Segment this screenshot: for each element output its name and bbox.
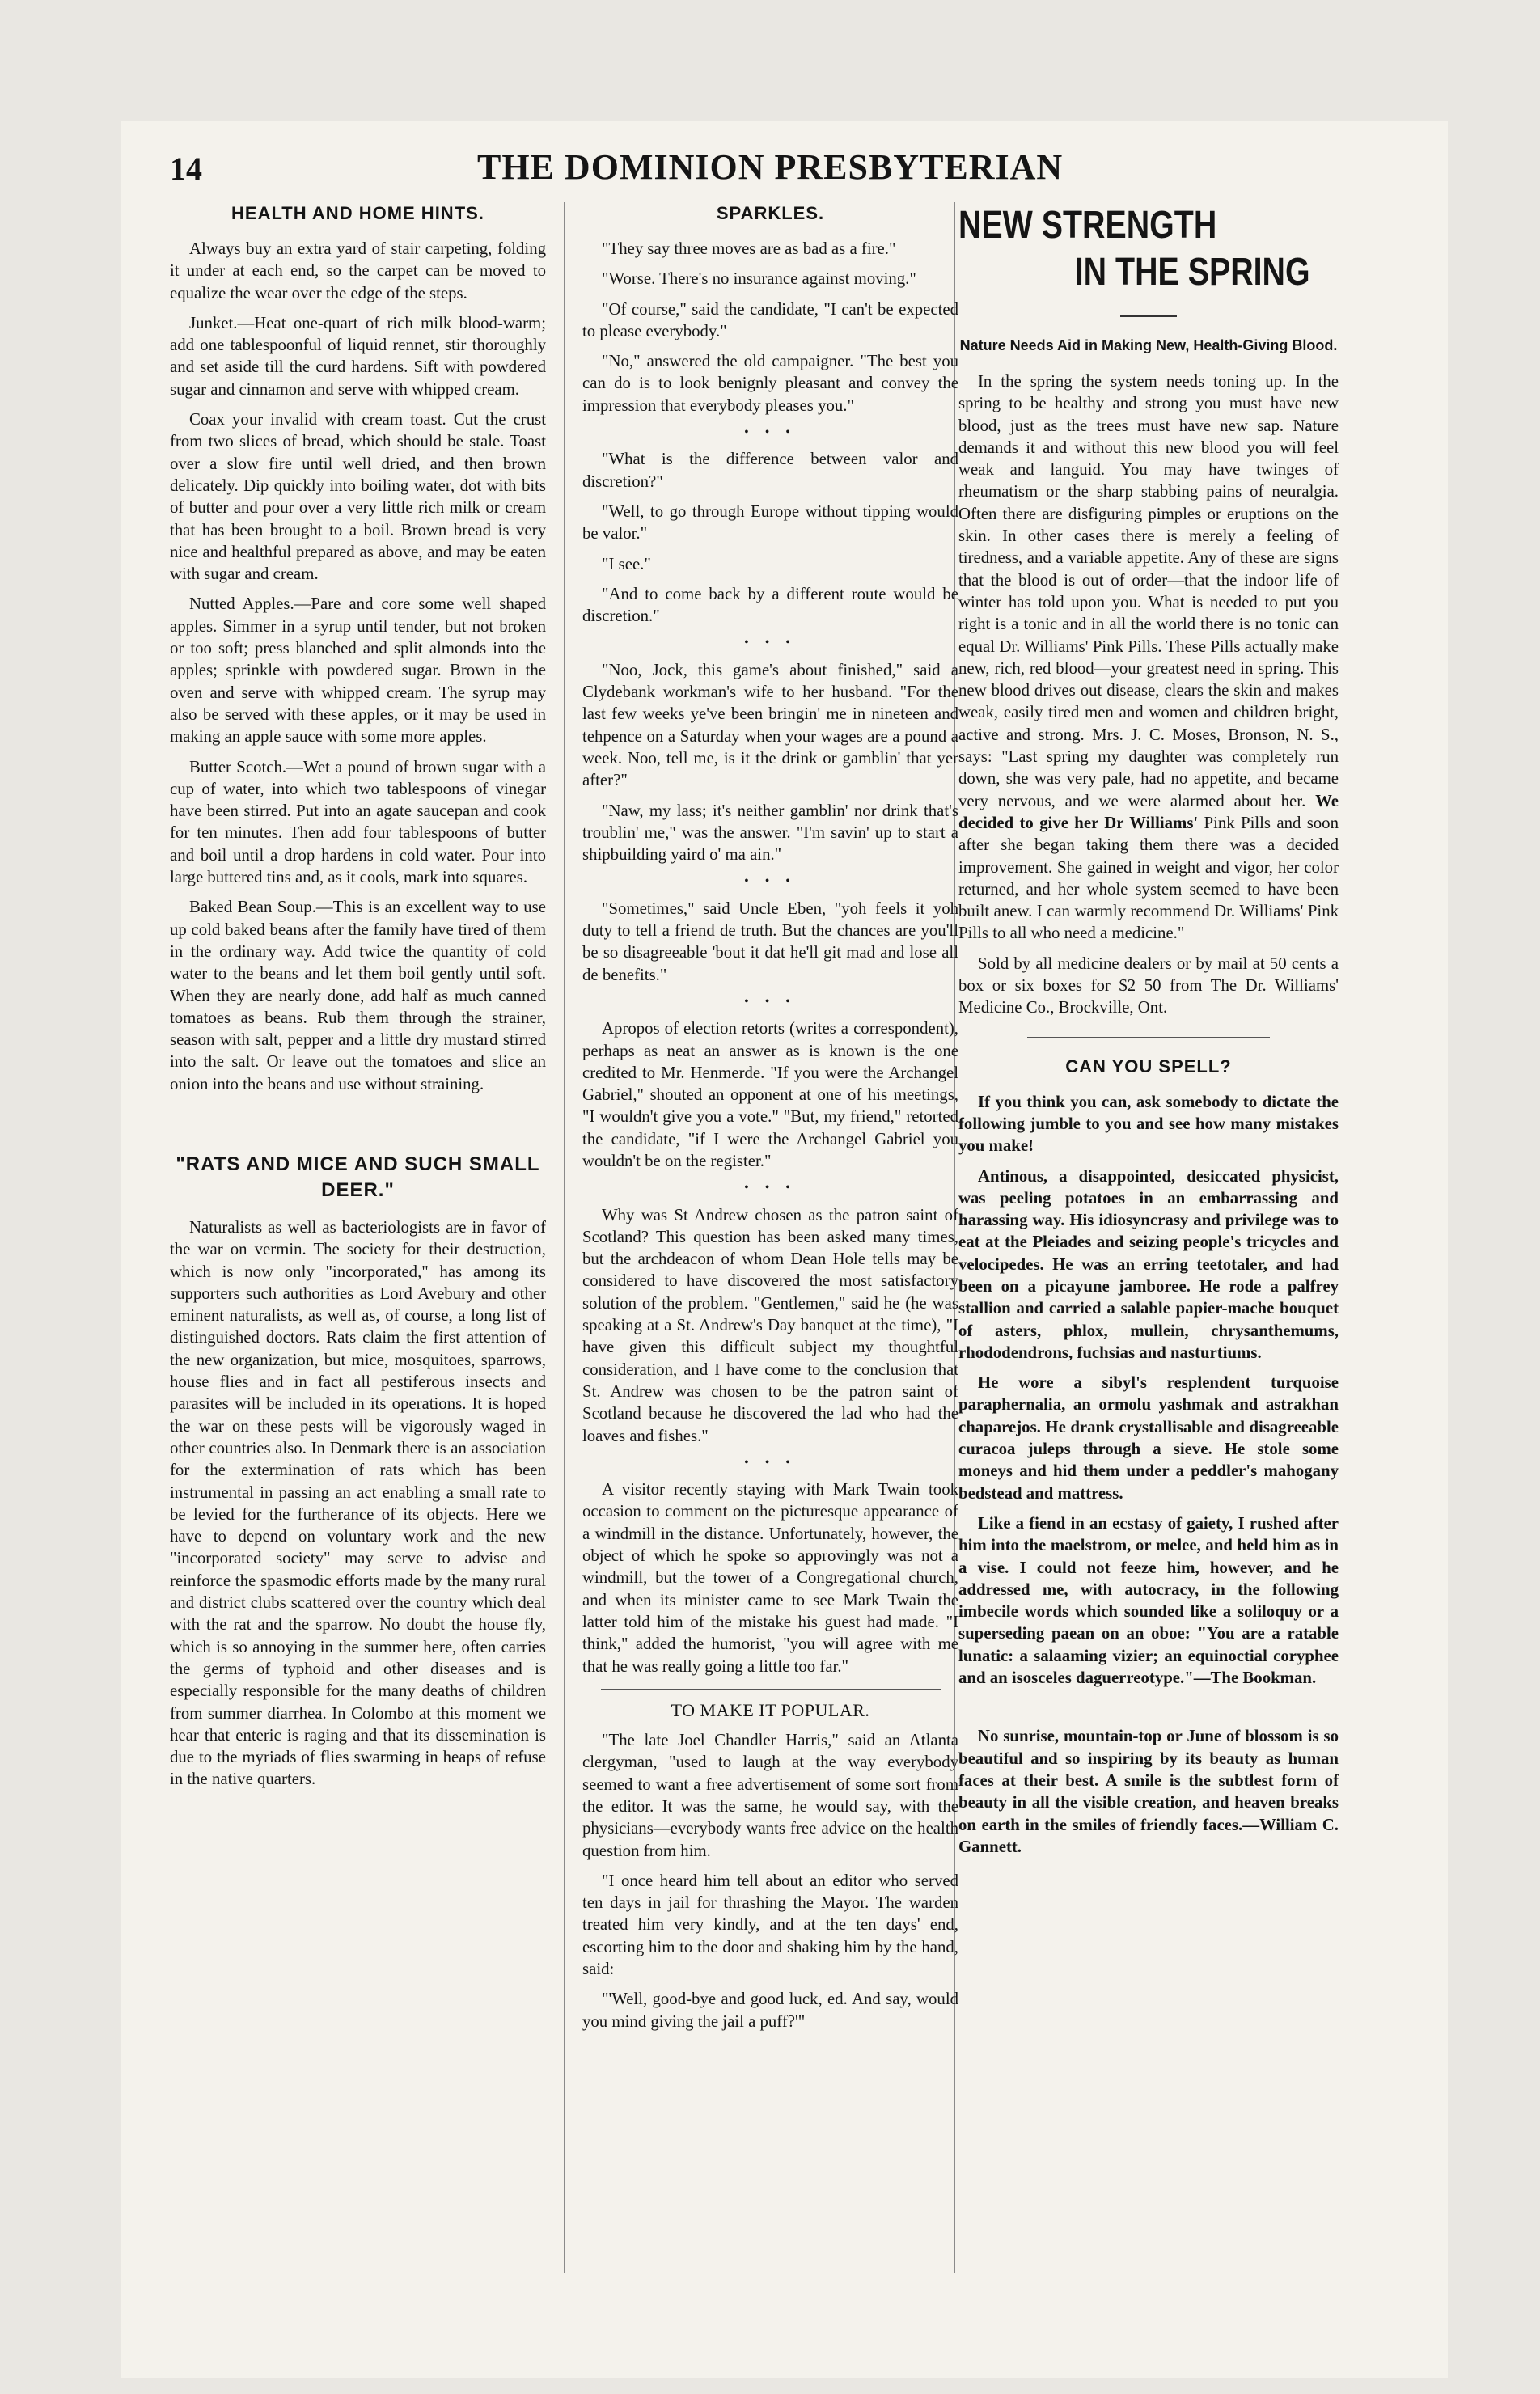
separator: • • • — [744, 1181, 797, 1195]
paragraph: "Sometimes," said Uncle Eben, "yoh feels it yoh duty to tell a friend de truth. But the chances are you'll be so disagreeable 'bout it dat he'll git mad and lose all de benefits." — [582, 899, 958, 984]
separator: • • • — [744, 636, 797, 650]
paragraph: Why was St Andrew chosen as the patron saint of Scotland? This question has been asked many times, but the archdeacon of whom Dean Hole tells may be considered to have discovered the most satisfactory solution of the problem. "Gentlemen," said he (he was speaking at a St. Andrew's Day banquet at the time), "I have given this difficult subject my thoughtful consideration, and I have come to the conclusion that St. Andrew was chosen to be the patron saint of Scotland because he discovered the lad who had the loaves and fishes." — [582, 1205, 958, 1445]
ad-body-text: In the spring the system needs toning up. In the spring to be healthy and strong you must have new blood, just as the trees must have new sap. Nature demands it and without this new blood you will feel weak and languid. You may have twinges of rheumatism or the sharp stabbing pains of neuralgia. Often there are disfiguring pimples or eruptions on the skin. In other cases there is merely a feeling of tiredness, and a variable appetite. Any of these are signs that the blood is out of order—that the indoor life of winter has told upon you. What is needed to put you right is a tonic and in all the world there is no tonic can equal Dr. Williams' Pink Pills. These Pills actually make new, rich, red blood—your greatest need in spring. This new blood drives out disease, clears the skin and makes weak, easily tired men and women and children bright, active and strong. Mrs. J. C. Moses, Bronson, N. S., says: "Last spring my daughter was completely run down, she was very pale, had no appetite, and became very nervous, and we were alarmed about her. — [958, 372, 1339, 810]
paragraph: "Noo, Jock, this game's about finished," said a Clydebank workman's wife to her husband. "For the last few weeks ye've been bringin' me in nineteen and tehpence on a Saturday when your wages are a pound a week. Noo, tell me, is it the drink or gamblin' that yer after?" — [582, 660, 958, 790]
headline-line-2: IN THE SPRING — [1074, 251, 1310, 294]
paragraph: "They say three moves are as bad as a fire." — [602, 239, 896, 258]
section-rule — [1027, 1037, 1270, 1038]
rats-article-title: "RATS AND MICE AND SUCH SMALL DEER." — [176, 1153, 540, 1201]
separator: • • • — [744, 994, 797, 1009]
paragraph: A visitor recently staying with Mark Twain took occasion to comment on the picturesque appearance of a windmill in the distance. Unfortunately, however, the object of which he spoke so approvingly was not a windmill, but the tower of a Congregational church, and when its minister came to see Mark Twain the latter told him of the mistake his guest had made. "I think," added the humorist, "you will agree with me that he was really going a little too far." — [582, 1480, 958, 1676]
paragraph: Always buy an extra yard of stair carpeting, folding it under at each end, so the carpet can be moved to equalize the wear over the edge of the steps. — [170, 239, 546, 302]
paragraph: "'Well, good-bye and good luck, ed. And say, would you mind giving the jail a puff?'" — [582, 1990, 958, 2031]
paragraph: "No," answered the old campaigner. "The best you can do is to look benignly pleasant and convey the impression that everybody pleases you." — [582, 352, 958, 415]
paragraph: If you think you can, ask somebody to dictate the following jumble to you and see how many mistakes you make! — [958, 1092, 1339, 1156]
separator: • • • — [744, 1455, 797, 1470]
health-hints-title: HEALTH AND HOME HINTS. — [231, 203, 484, 223]
paragraph: "I once heard him tell about an editor who served ten days in jail for thrashing the Mayor. The warden treated him very kindly, and at the ten days' end, escorting him to the door and shaking him by the hand, said: — [582, 1871, 958, 1979]
paragraph: "The late Joel Chandler Harris," said an Atlanta clergyman, "used to laugh at the way everybody seemed to want a free advertisement of some sort from the editor. It was the same, he would say, with the physicians—everybody wants free advice on the health question from him. — [582, 1731, 958, 1860]
paragraph: Apropos of election retorts (writes a correspondent), perhaps as neat an answer as is known is the one credited to Mr. Henmerde. "If you were the Archangel Gabriel," shouted an opponent at one of his meetings, "I wouldn't give you a vote." "But, my friend," retorted the candidate, "if I were the Archangel Gabriel you wouldn't be on the register." — [582, 1019, 958, 1170]
paragraph: "Well, to go through Europe without tipping would be valor." — [582, 501, 958, 544]
paragraph — [958, 370, 1339, 945]
quote-paragraph: No sunrise, mountain-top or June of blossom is so beautiful and so inspiring by its beauty as human faces at their best. A smile is the subtlest form of beauty in all the visible creation, and heaven breaks on earth in the smiles of friendly faces.—William C. Gannett. — [958, 1727, 1339, 1856]
page-number: 14 — [170, 150, 202, 187]
separator: • • • — [744, 425, 797, 440]
paragraph: Antinous, a disappointed, desiccated physicist, was peeling potatoes in an embarrassing and harassing way. His idiosyncrasy and privilege was to eat at the Pleiades and seizing people's tricycles and velocipedes. He was an erring teetotaler, and had been on a picayune jamboree. He rode a palfrey stallion and carried a salable papier-mache bouquet of asters, phlox, mullein, chrysanthemums, rhododendrons, fuchsias and nasturtiums. — [958, 1166, 1339, 1362]
popular-article-title: TO MAKE IT POPULAR. — [671, 1699, 870, 1720]
section-rule — [601, 1689, 941, 1690]
paragraph: "Of course," said the candidate, "I can't be expected to please everybody." — [582, 299, 958, 340]
paragraph: Naturalists as well as bacteriologists are in favor of the war on vermin. The society for their destruction, which is now only "incorporated," has among its supporters such authorities as Lord Avebury and other eminent naturalists, as well as, of course, a long list of distinguished doctors. Rats claim the first attention of the new organization, but mice, mosquitoes, sparrows, house flies and in fact all pestiferous insects and parasites will be included in its operations. It is hoped the war on these pests will be vigorously waged in other countries also. In Denmark there is an association for the extermination of rats which has been instrumental in passing an act enabling a small rate to be levied for the furtherance of its objects. Here we have to depend on voluntary work and the new "incorporated society" may serve to advise and reinforce the spasmodic efforts made by the many rural and district clubs scattered over the country which deal with the rat and the sparrow. No doubt the house fly, which is so annoying in the summer here, often carries the germs of typhoid and other diseases and is especially responsible for the many deaths of children from summer diarrhea. In Colombo at this moment we hear that enteric is raging and that its dissemination is due to the myriads of flies swarming in heaps of refuse in the native quarters. — [170, 1217, 546, 1789]
paragraph: "Naw, my lass; it's neither gamblin' nor drink that's troublin' me," was the answer. "I'm savin' up to start a shipbuilding yaird o' ma ain." — [582, 801, 958, 865]
paragraph: Coax your invalid with cream toast. Cut the crust from two slices of bread, which should be stale. Toast over a slow fire until well dried, and then brown delicately. Dip quickly into boiling water, dot with bits of butter and pour over a very little rich milk or cream that has been brought to a boil. Brown bread is very nice and healthful prepared as above, and may be eaten with sugar and cream. — [170, 410, 546, 584]
headline-rule — [1120, 315, 1177, 317]
paragraph: "I see." — [602, 554, 651, 573]
page-header — [170, 147, 1343, 206]
paragraph: "And to come back by a different route would be discretion." — [582, 584, 958, 626]
paragraph: Butter Scotch.—Wet a pound of brown sugar with a cup of water, into which two tablespoons of vinegar have been stirred. Put into an agate saucepan and cook for ten minutes. Then add four tablespoons of butter and boil until a drop hardens in cold water. Pour into large buttered tins and, as it cools, mark into squares. — [170, 757, 546, 887]
paragraph: Junket.—Heat one-quart of rich milk blood-warm; add one tablespoonful of liquid rennet, stir thoroughly and set aside till the curd hardens. Sift with powdered sugar and cinnamon and serve with whipped cream. — [170, 313, 546, 399]
masthead: THE DOMINION PRESBYTERIAN — [477, 147, 1064, 187]
ad-body-text-end: Pink Pills and soon after she began taking them there was a decided improvement. She gained in weight and vigor, her color returned, and her whole system seemed to have been built anew. I can warmly recommend Dr. Williams' Pink Pills to all who need a medicine." — [958, 813, 1339, 943]
column-left — [170, 202, 546, 2273]
paragraph: "Worse. There's no insurance against moving." — [602, 269, 916, 289]
separator: • • • — [744, 874, 797, 889]
column-right — [958, 202, 1339, 2273]
paragraph: He wore a sibyl's resplendent turquoise paraphernalia, an ormolu yashmak and astrakhan chaparejos. He drank crystallisable and disagreeable curacoa juleps through a sieve. He stole some moneys and hid them under a peddler's mahogany bedstead and mattress. — [958, 1373, 1339, 1503]
headline-line-1: NEW STRENGTH — [958, 204, 1217, 247]
paragraph: "What is the difference between valor and discretion?" — [582, 450, 958, 491]
sparkles-title: SPARKLES. — [716, 203, 825, 223]
paragraph: Sold by all medicine dealers or by mail at 50 cents a box or six boxes for $2 50 from The Dr. Williams' Medicine Co., Brockville, Ont. — [958, 954, 1339, 1017]
paragraph: Nutted Apples.—Pare and core some well shaped apples. Simmer in a syrup until tender, but not broken or too soft; press blanched and split almonds into the apples; sprinkle with powdered sugar. Brown in the oven and serve with whipped cream. The syrup may also be served with these apples, or it may be used in making an apple sauce with some more apples. — [170, 594, 546, 747]
ad-bold-text: We decided to give her Dr Williams' — [958, 791, 1339, 832]
paragraph: Like a fiend in an ecstasy of gaiety, I rushed after him into the maelstrom, or melee, and held him as in a vise. I could not feeze him, however, and he addressed me, with autocracy, in the following imbecile words which sounded like a soliloquy or a superseding paean on an oboe: "You are a ratable lunatic: a salaaming vizier; an equinoctial coryphee and an isosceles daguerreotype."—The Bookman. — [958, 1513, 1339, 1688]
spelling-title: CAN YOU SPELL? — [1065, 1055, 1232, 1076]
advertisement-headline — [958, 202, 1330, 296]
column-divider — [564, 202, 565, 2273]
paragraph: Baked Bean Soup.—This is an excellent way to use up cold baked beans after the family have tired of them in the ordinary way. Add twice the quantity of cold water to the beans and let them boil gently until soft. When they are nearly done, add half as much canned tomatoes as beans. Rub them through the strainer, season with salt, pepper and a little dry mustard stirred into the salt. Or leave out the tomatoes and slice an onion into the beans and use without straining. — [170, 898, 546, 1093]
advertisement-subheading: Nature Needs Aid in Making New, Health-Giving Blood. — [959, 337, 1338, 353]
column-middle — [582, 202, 958, 2273]
